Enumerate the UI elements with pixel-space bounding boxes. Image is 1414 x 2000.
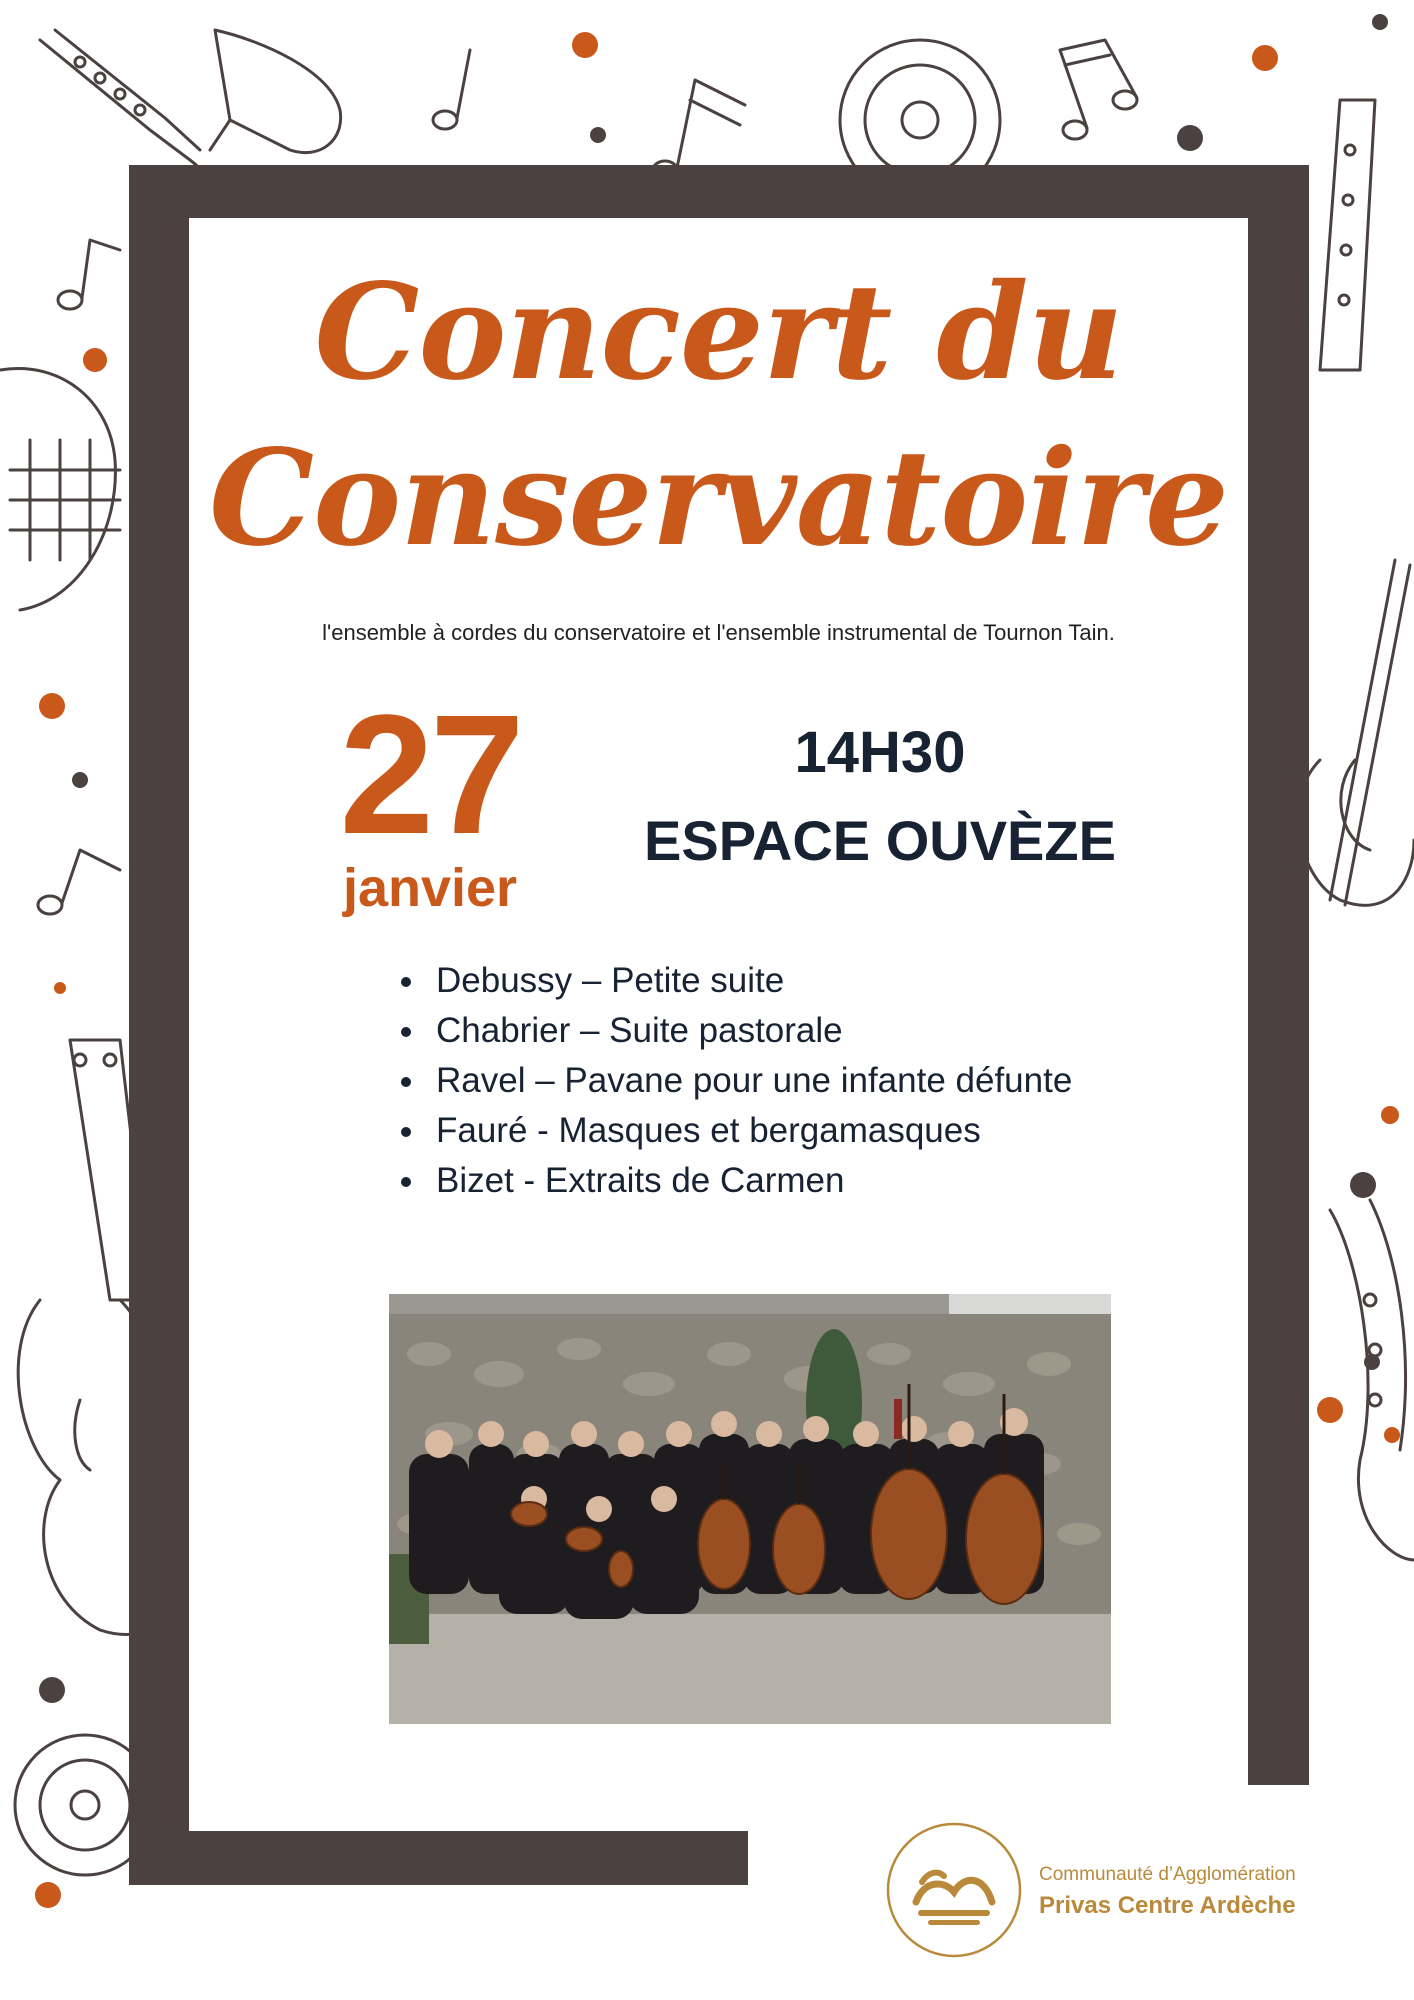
saxophone-icon (1330, 1200, 1414, 1560)
logo-text-line-1: Communauté d’Agglomération (1039, 1864, 1296, 1885)
title-line-1: Concert du (314, 255, 1123, 410)
trumpet-icon (0, 368, 120, 610)
guitar-icon (1298, 560, 1414, 905)
program-item: • Fauré - Masques et bergamasques (428, 1106, 1148, 1156)
ensemble-photo (389, 1294, 1111, 1724)
program-item: • Debussy – Petite suite (428, 956, 1148, 1006)
trumpet-icon (210, 30, 341, 153)
event-venue: ESPACE OUVÈZE (644, 809, 1116, 872)
program-list (388, 956, 1148, 1206)
logo-text-line-2: Privas Centre Ardèche (1039, 1892, 1296, 1919)
title-line-2: Conservatoire (209, 421, 1228, 576)
music-note-icon (433, 40, 1137, 179)
program-item: • Ravel – Pavane pour une infante défunte (428, 1056, 1148, 1106)
agglomeration-logo (884, 1820, 1384, 1960)
date-day: 27 (339, 680, 521, 870)
logo-emblem-icon (884, 1820, 1024, 1960)
date-month: janvier (342, 858, 518, 918)
event-time: 14H30 (794, 720, 966, 785)
clarinet-icon (1320, 100, 1375, 370)
subtitle: l'ensemble à cordes du conservatoire et l'ensemble instrumental de Tournon Tain. (322, 620, 1115, 645)
program-item: • Chabrier – Suite pastorale (428, 1006, 1148, 1056)
poster-title (189, 250, 1248, 582)
program-item: • Bizet - Extraits de Carmen (428, 1156, 1148, 1206)
